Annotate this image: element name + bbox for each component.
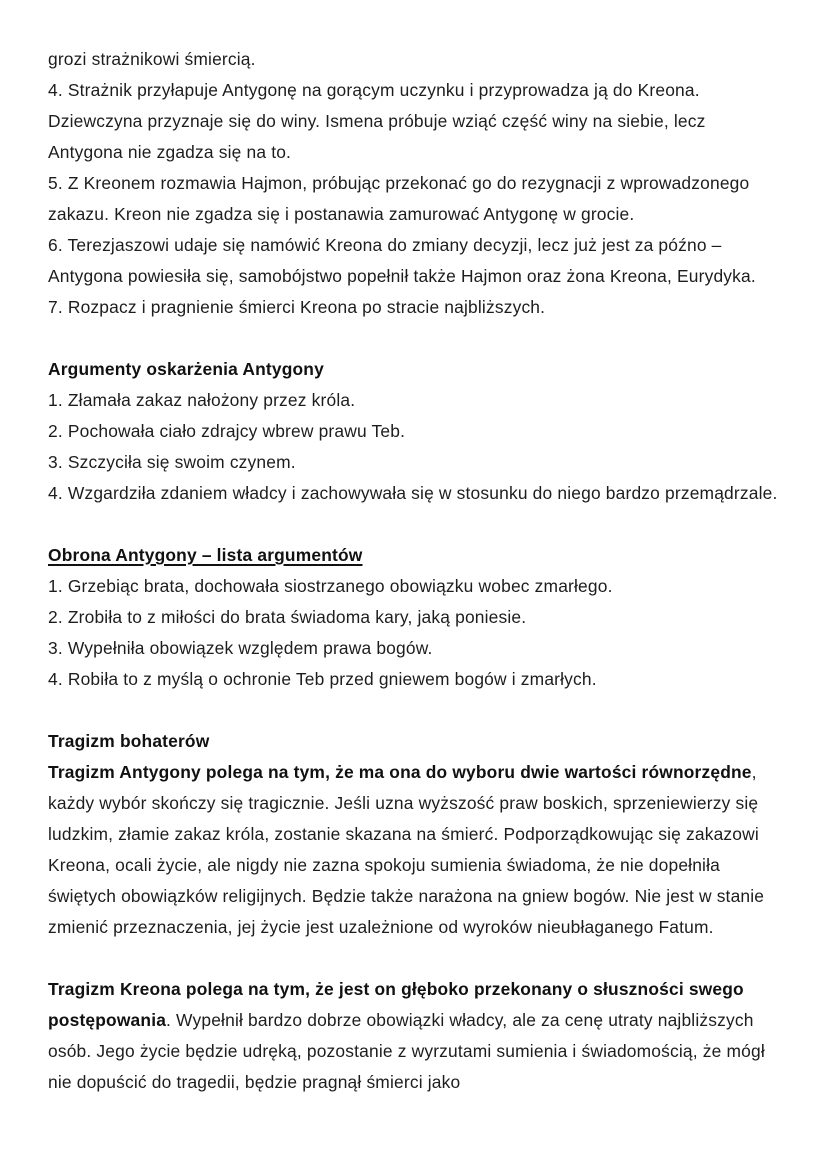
section-spacer-2	[48, 509, 780, 540]
defense-item-4: 4. Robiła to z myślą o ochronie Teb przed gniewem bogów i zmarłych.	[48, 669, 597, 689]
tragizm-antygony-lead: Tragizm Antygony polega na tym, że ma ona do wyboru dwie wartości równorzędne	[48, 762, 752, 782]
defense-item-2: 2. Zrobiła to z miłości do brata świadoma kary, jaką poniesie.	[48, 607, 527, 627]
plot-point-6: 6. Terezjaszowi udaje się namówić Kreona do zmiany decyzji, lecz już jest za późno – Antygona powiesiła się, samobójstwo popełnił także Hajmon oraz żona Kreona, Eurydyka.	[48, 235, 756, 286]
heading-tragedy: Tragizm bohaterów	[48, 731, 210, 751]
document-body	[48, 44, 780, 1098]
heading-defense: Obrona Antygony – lista argumentów	[48, 545, 363, 565]
accusation-item-2: 2. Pochowała ciało zdrajcy wbrew prawu Teb.	[48, 421, 406, 441]
section-defense	[48, 540, 780, 695]
plot-point-4: 4. Strażnik przyłapuje Antygonę na gorącym uczynku i przyprowadza ją do Kreona. Dziewczyna przyznaje się do winy. Ismena próbuje wziąć część winy na siebie, lecz Antygona nie zgadza się na to.	[48, 80, 706, 162]
accusation-item-4: 4. Wzgardziła zdaniem władcy i zachowywała się w stosunku do niego bardzo przemądrzale.	[48, 483, 778, 503]
plot-point-7: 7. Rozpacz i pragnienie śmierci Kreona po stracie najbliższych.	[48, 297, 546, 317]
heading-defense-wrapper	[48, 540, 780, 571]
heading-accusation: Argumenty oskarżenia Antygony	[48, 359, 324, 379]
paragraph-tragizm-antygony	[48, 757, 780, 943]
section-spacer-1	[48, 323, 780, 354]
section-spacer-3	[48, 695, 780, 726]
defense-item-1: 1. Grzebiąc brata, dochowała siostrzanego obowiązku wobec zmarłego.	[48, 576, 613, 596]
plot-point-5: 5. Z Kreonem rozmawia Hajmon, próbując przekonać go do rezygnacji z wprowadzonego zakazu. Kreon nie zgadza się i postanawia zamurować Antygonę w grocie.	[48, 173, 750, 224]
section-accusation	[48, 354, 780, 509]
section-spacer-4	[48, 943, 780, 974]
defense-item-3: 3. Wypełniła obowiązek względem prawa bogów.	[48, 638, 433, 658]
plot-summary-block	[48, 44, 780, 323]
accusation-item-1: 1. Złamała zakaz nałożony przez króla.	[48, 390, 356, 410]
tragizm-kreona-rest: . Wypełnił bardzo dobrze obowiązki władcy, ale za cenę utraty najbliższych osób. Jego życie będzie udręką, pozostanie z wyrzutami sumienia i świadomością, że mógł nie dopuścić do tragedii, będzie pragnął śmierci jako	[48, 1010, 765, 1092]
tragizm-antygony-rest: , każdy wybór skończy się tragicznie. Jeśli uzna wyższość praw boskich, sprzeniewierzy się ludzkim, złamie zakaz króla, zostanie skazana na śmierć. Podporządkowując się zakazowi Kreona, ocali życie, ale nigdy nie zazna spokoju sumienia świadoma, że nie dopełniła świętych obowiązków religijnych. Będzie także narażona na gniew bogów. Nie jest w stanie zmienić przeznaczenia, jej życie jest uzależnione od wyroków nieubłaganego Fatum.	[48, 762, 765, 937]
tragizm-kreona-lead: Tragizm Kreona polega na tym, że jest on głęboko przekonany o słuszności swego postępowania	[48, 979, 744, 1030]
continued-line: grozi strażnikowi śmiercią.	[48, 49, 256, 69]
section-tragedy	[48, 726, 780, 943]
paragraph-tragizm-kreona	[48, 974, 780, 1098]
section-tragedy-kreon	[48, 974, 780, 1098]
accusation-item-3: 3. Szczyciła się swoim czynem.	[48, 452, 296, 472]
